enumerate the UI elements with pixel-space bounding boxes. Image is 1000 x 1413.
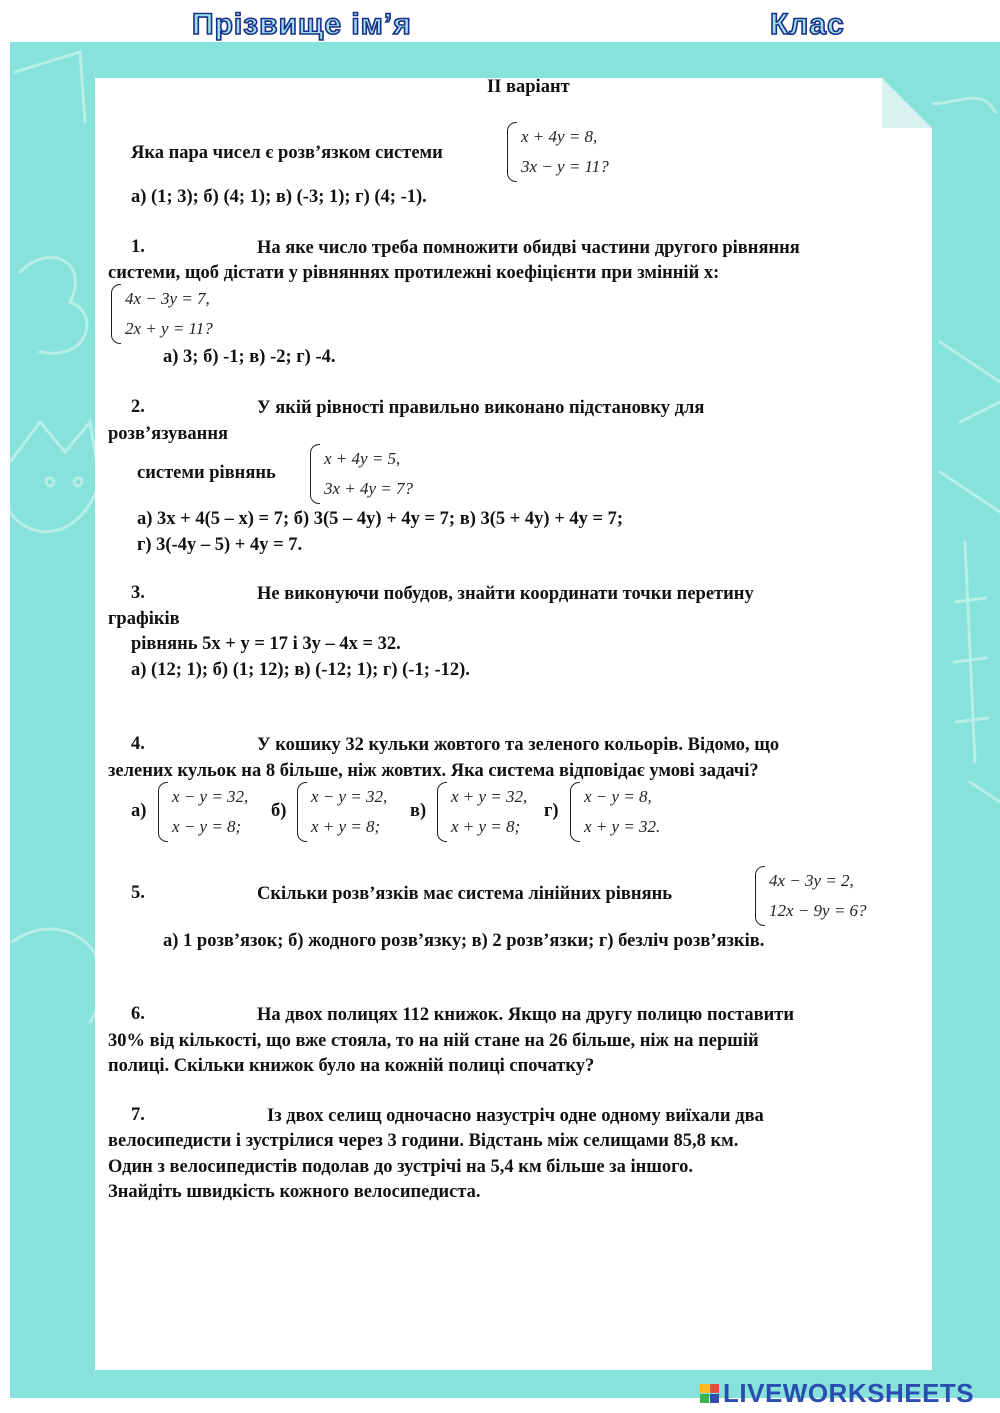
equation: 3x + 4y = 7? [324,479,414,498]
q2-line2: розв’язування [108,424,228,444]
q7-line4: Знайдіть швидкість кожного велосипедиста. [108,1182,481,1202]
system-brace [755,866,765,926]
q1-number: 1. [131,237,145,257]
q3-line1: Не виконуючи побудов, знайти координати точки перетину [257,584,754,604]
logo-text: LIVEWORKSHEETS [723,1378,975,1408]
system-brace [310,444,320,504]
q3-line2: графіків [108,609,180,629]
q2-prompt: системи рівнянь [137,463,276,483]
q5-system [755,866,867,926]
equation: x − y = 32, [172,787,249,806]
q4-option-b-label: б) [271,801,287,821]
equation: x + y = 8; [451,817,521,836]
q7-line2: велосипедисти і зустрілися через 3 години. Відстань між селищами 85,8 км. [108,1131,739,1151]
q3-number: 3. [131,583,145,603]
q4-option-v-label: в) [410,801,427,821]
q4-option-b-system [297,782,387,842]
equation: 4x − 3y = 2, [769,871,854,890]
equation: x + y = 32. [584,817,661,836]
q7-number: 7. [131,1105,145,1125]
equation: x − y = 32, [311,787,388,806]
q1-answers: а) 3; б) -1; в) -2; г) -4. [163,347,336,367]
q6-line3: полиці. Скільки книжок було на кожній полиці спочатку? [108,1056,595,1076]
q3-answers: а) (12; 1); б) (1; 12); в) (-12; 1); г) (-1; -12). [131,660,470,680]
q5-number: 5. [131,883,145,903]
q4-option-g-label: г) [544,801,559,821]
page-fold-corner [882,78,932,128]
system-brace [570,782,580,842]
equation: 2x + y = 11? [125,319,213,338]
q6-line1: На двох полицях 112 книжок. Якщо на другу полицю поставити [257,1005,795,1025]
system-brace [158,782,168,842]
q4-option-a-label: а) [131,801,147,821]
system-brace [111,284,121,344]
equation: 3x − y = 11? [521,157,609,176]
liveworksheets-logo[interactable] [700,1378,974,1409]
logo-mark-icon [700,1384,719,1403]
q5-line1: Скільки розв’язків має система лінійних рівнянь [257,884,673,904]
q7-line3: Один з велосипедистів подолав до зустрічі на 5,4 км більше за іншого. [108,1157,693,1177]
q1-line1: На яке число треба помножити обидві частини другого рівняння [257,238,800,258]
q4-line1: У кошику 32 кульки жовтого та зеленого кольорів. Відомо, що [257,735,780,755]
q5-answers: а) 1 розв’язок; б) жодного розв’язку; в) 2 розв’язки; г) безліч розв’язків. [163,931,765,951]
name-label: Прізвище ім’я [192,8,412,41]
q2-answers-1: а) 3х + 4(5 – х) = 7; б) 3(5 – 4у) + 4у = 7; в) 3(5 + 4у) + 4у = 7; [137,509,624,529]
q7-line1: Із двох селищ одночасно назустріч одне одному виїхали два [267,1106,764,1126]
system-brace [297,782,307,842]
system-brace [507,122,517,182]
equation: x + y = 8; [311,817,381,836]
equation: 4x − 3y = 7, [125,289,210,308]
q2-system [310,444,413,504]
intro-answers: а) (1; 3); б) (4; 1); в) (-3; 1); г) (4; -1). [131,187,427,207]
equation: x − y = 8, [584,787,652,806]
q1-system [111,284,213,344]
q2-number: 2. [131,397,145,417]
q2-answers-2: г) 3(-4у – 5) + 4у = 7. [137,535,303,555]
equation: x + y = 32, [451,787,528,806]
q4-number: 4. [131,734,145,754]
system-brace [437,782,447,842]
intro-question: Яка пара чисел є розв’язком системи [131,143,443,163]
q6-number: 6. [131,1004,145,1024]
q4-option-g-system [570,782,660,842]
equation: x − y = 8; [172,817,242,836]
q4-option-a-system [158,782,248,842]
q4-line2: зелених кульок на 8 більше, ніж жовтих. Яка система відповідає умові задачі? [108,761,759,781]
equation: x + 4y = 5, [324,449,401,468]
equation: 12x − 9y = 6? [769,901,867,920]
q3-line3: рівнянь 5х + у = 17 і 3у – 4х = 32. [131,634,401,654]
variant-title: ІІ варіант [487,77,570,97]
q2-line1: У якій рівності правильно виконано підстановку для [257,398,705,418]
class-label: Клас [770,8,845,41]
equation: x + 4y = 8, [521,127,598,146]
q6-line2: 30% від кількості, що вже стояла, то на ній стане на 26 більше, ніж на першій [108,1031,759,1051]
intro-system [507,122,609,182]
q1-line2: системи, щоб дістати у рівняннях протилежні коефіцієнти при змінній х: [108,263,720,283]
q4-option-v-system [437,782,527,842]
